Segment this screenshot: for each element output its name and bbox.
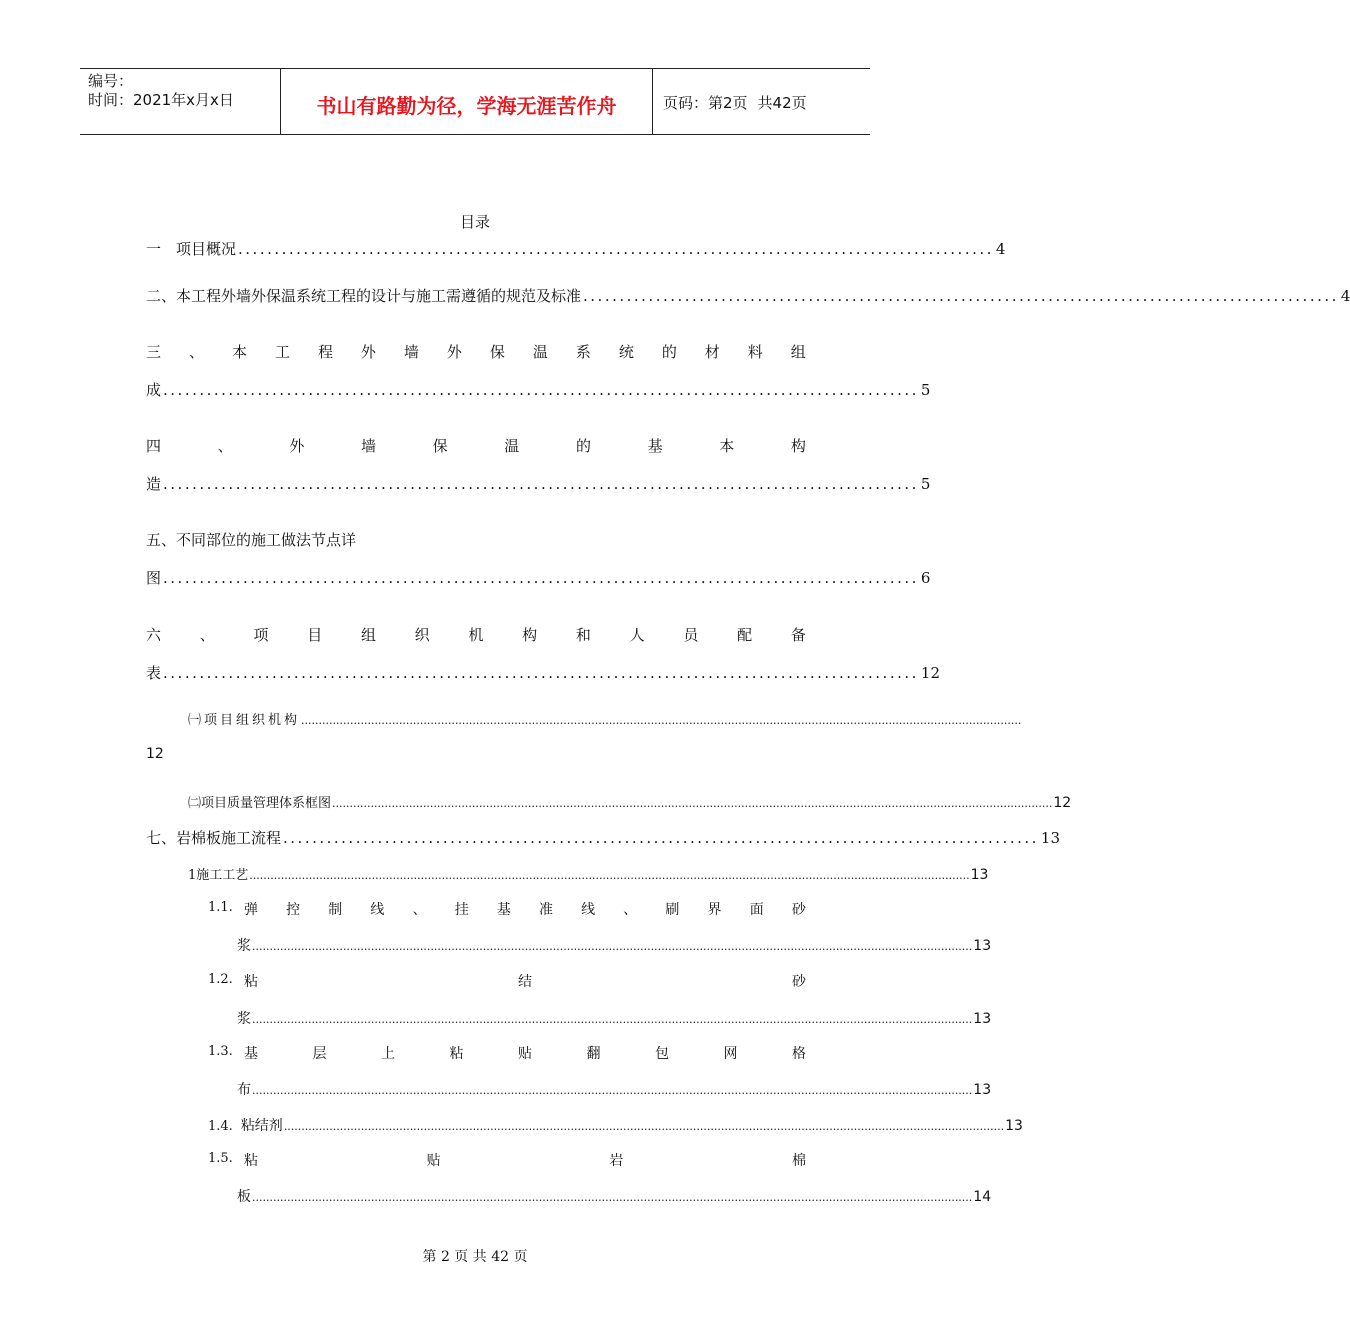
leader-dots: .............................................................................................................................................................................................................. [283,1120,1005,1133]
leader-dots: .............................................................................................................................................................................................................. [249,869,970,882]
char: 组 [360,626,376,644]
char: 制 [328,902,343,918]
leader-dots: ........................................................................................................ [163,381,919,399]
toc-entry-text: 二、本工程外墙外保温系统工程的设计与施工需遵循的规范及标准 [146,287,582,305]
char: 统 [618,343,634,361]
toc-entry-text: 图 [146,569,162,587]
toc-entry-page: 13 [973,1082,992,1098]
toc-entry-spread[interactable] [244,1150,806,1170]
toc-entry-spread[interactable] [146,341,806,362]
toc-entry[interactable] [188,792,1072,811]
char: 墙 [403,343,419,361]
toc-entry-cont[interactable] [237,1079,992,1099]
toc-entry-page: 4 [995,240,1006,258]
toc-entry-cont[interactable] [146,567,931,588]
toc-entry-spread[interactable] [244,971,806,991]
char: 网 [723,1046,738,1062]
char: 人 [629,626,645,644]
char: 层 [312,1046,327,1062]
toc-entry-page: 13 [1005,1118,1023,1134]
toc-entry-page: 5 [920,381,931,399]
char: 外 [446,343,462,361]
char: 本 [719,437,735,455]
char: 目 [307,626,323,644]
toc-entry[interactable] [208,1115,1023,1135]
char: 本 [231,343,247,361]
char: 的 [575,437,591,455]
char: 的 [661,343,677,361]
toc-entry-page: 6 [920,569,931,587]
toc-entry-spread[interactable] [146,624,806,645]
char: 构 [790,437,806,455]
char: 工 [274,343,290,361]
char: 格 [792,1046,806,1062]
toc-entry-spread[interactable] [244,899,806,919]
toc-entry-text: 粘结剂 [240,1118,283,1134]
leader-dots: ........................................................................................................ [163,475,919,493]
toc-entry-cont[interactable] [237,1008,992,1028]
toc-entry-page: 13 [970,867,989,883]
toc-entry-page: 13 [973,1011,992,1027]
toc-entry-cont[interactable] [146,379,931,400]
toc-entry-page: 12 [146,746,164,762]
leader-dots: .............................................................................................................................................................................................................. [252,1191,973,1204]
char: 保 [489,343,505,361]
toc-entry-text: 表 [146,664,162,682]
char: 贴 [518,1046,532,1062]
leader-dots: .............................................................................................................................................................................................................. [252,940,973,953]
leader-dots: ........................................................................................................ [583,287,1339,305]
char: 线 [370,902,385,918]
char: 岩 [609,1153,624,1169]
toc-entry-cont[interactable] [146,473,931,494]
toc-entry-cont[interactable] [146,662,940,683]
toc-entry-text: ㈡项目质量管理体系框图 [188,796,332,811]
page-footer: 第 2 页 共 42 页 [422,1249,528,1265]
char: 六 [146,626,162,644]
char: 外 [360,343,376,361]
toc-entry-number: 1.3. [208,1044,233,1059]
toc-entry-text: 1施工工艺 [188,868,249,883]
char: 系 [575,343,591,361]
toc-entry-page: 5 [920,475,931,493]
toc-entry-cont[interactable] [237,1186,992,1206]
char: 控 [286,902,301,918]
char: 砂 [791,902,806,918]
char: 翻 [586,1046,601,1062]
char: 、 [217,437,233,455]
char: 粘 [449,1046,464,1062]
char: 料 [747,343,763,361]
char: 砂 [792,974,806,990]
char: 和 [575,626,591,644]
leader-dots: ........................................................................................................ [283,829,1039,847]
char: 粘 [244,1153,258,1169]
char: 员 [683,626,699,644]
char: 、 [623,902,638,918]
toc-entry-text: 成 [146,381,162,399]
page-info-total: 共42页 [757,94,807,112]
toc-entry[interactable] [188,864,989,883]
char: 基 [647,437,663,455]
char: 、 [199,626,215,644]
page-info-current: 页码：第2页 [663,94,748,112]
toc-entry[interactable] [146,238,1006,259]
char: 项 [253,626,269,644]
toc-entry[interactable] [188,709,1022,728]
char: 挂 [454,902,469,918]
toc-entry-text: 浆 [237,938,251,954]
toc-entry[interactable] [146,827,1060,848]
char: 构 [522,626,538,644]
char: 面 [749,902,764,918]
toc-entry-number: 1.4. [208,1119,233,1134]
toc-entry-page: 13 [1040,829,1060,847]
char: 准 [538,902,553,918]
toc-entry-page: 4 [1340,287,1350,305]
toc-entry-page: 14 [973,1189,992,1205]
leader-dots: ........................................................................................................ [238,240,994,258]
page-header [80,68,870,135]
toc-entry-page: 12 [1053,795,1072,811]
char: 结 [518,974,532,990]
toc-entry-text: 一 项目概况 [146,240,237,258]
toc-entry-spread[interactable] [244,1043,806,1063]
char: 温 [504,437,520,455]
char: 组 [790,343,806,361]
char: 、 [188,343,204,361]
toc-title: 目录 [459,213,490,231]
char: 包 [655,1046,669,1062]
char: 三 [146,343,162,361]
header-page-info [653,69,870,134]
toc-entry-spread[interactable] [146,435,806,456]
toc-entry-number: 1.5. [208,1151,233,1166]
toc-entry-text[interactable]: 五、不同部位的施工做法节点详 [146,531,357,549]
char: 、 [412,902,427,918]
toc-entry-page: 13 [973,938,992,954]
toc-entry-page: 12 [920,664,940,682]
char: 上 [381,1046,395,1062]
char: 墙 [360,437,376,455]
char: 刷 [665,902,680,918]
char: 界 [707,902,722,918]
char: 配 [737,626,753,644]
number-label: 编号： [88,72,134,90]
char: 程 [317,343,333,361]
char: 弹 [244,902,258,918]
char: 温 [532,343,548,361]
toc-entry-text: 造 [146,475,162,493]
header-motto: 书山有路勤为径，学海无涯苦作舟 [281,69,653,134]
char: 备 [790,626,806,644]
leader-dots: .............................................................................................................................................................................................................. [252,1013,973,1026]
leader-dots: ........................................................................................................ [163,569,919,587]
char: 保 [432,437,448,455]
time-label: 时间：2021年x月x日 [88,91,234,109]
char: 织 [414,626,430,644]
char: 外 [289,437,305,455]
toc-entry-text: ㈠项目组织机构 [188,713,301,728]
toc-entry[interactable] [146,285,1350,306]
leader-dots: ........................................................................................................ [163,664,919,682]
leader-dots: .............................................................................................................................................................................................................. [332,797,1053,810]
toc-entry-text: 浆 [237,1011,251,1027]
leader-dots: .............................................................................................................................................................................................................. [301,714,1022,727]
toc-entry-cont[interactable] [237,935,992,955]
char: 基 [496,902,511,918]
char: 四 [146,437,162,455]
toc-entry-text: 布 [237,1082,251,1098]
toc-entry-number: 1.2. [208,972,233,987]
toc-entry-number: 1.1. [208,900,233,915]
char: 粘 [244,974,258,990]
char: 线 [581,902,596,918]
toc-entry-text: 七、岩棉板施工流程 [146,829,282,847]
char: 机 [468,626,484,644]
char: 棉 [791,1153,806,1169]
leader-dots: .............................................................................................................................................................................................................. [252,1084,973,1097]
header-meta [80,69,281,134]
toc-entry-text: 板 [237,1189,251,1205]
char: 基 [244,1046,258,1062]
char: 贴 [426,1153,441,1169]
char: 材 [704,343,720,361]
